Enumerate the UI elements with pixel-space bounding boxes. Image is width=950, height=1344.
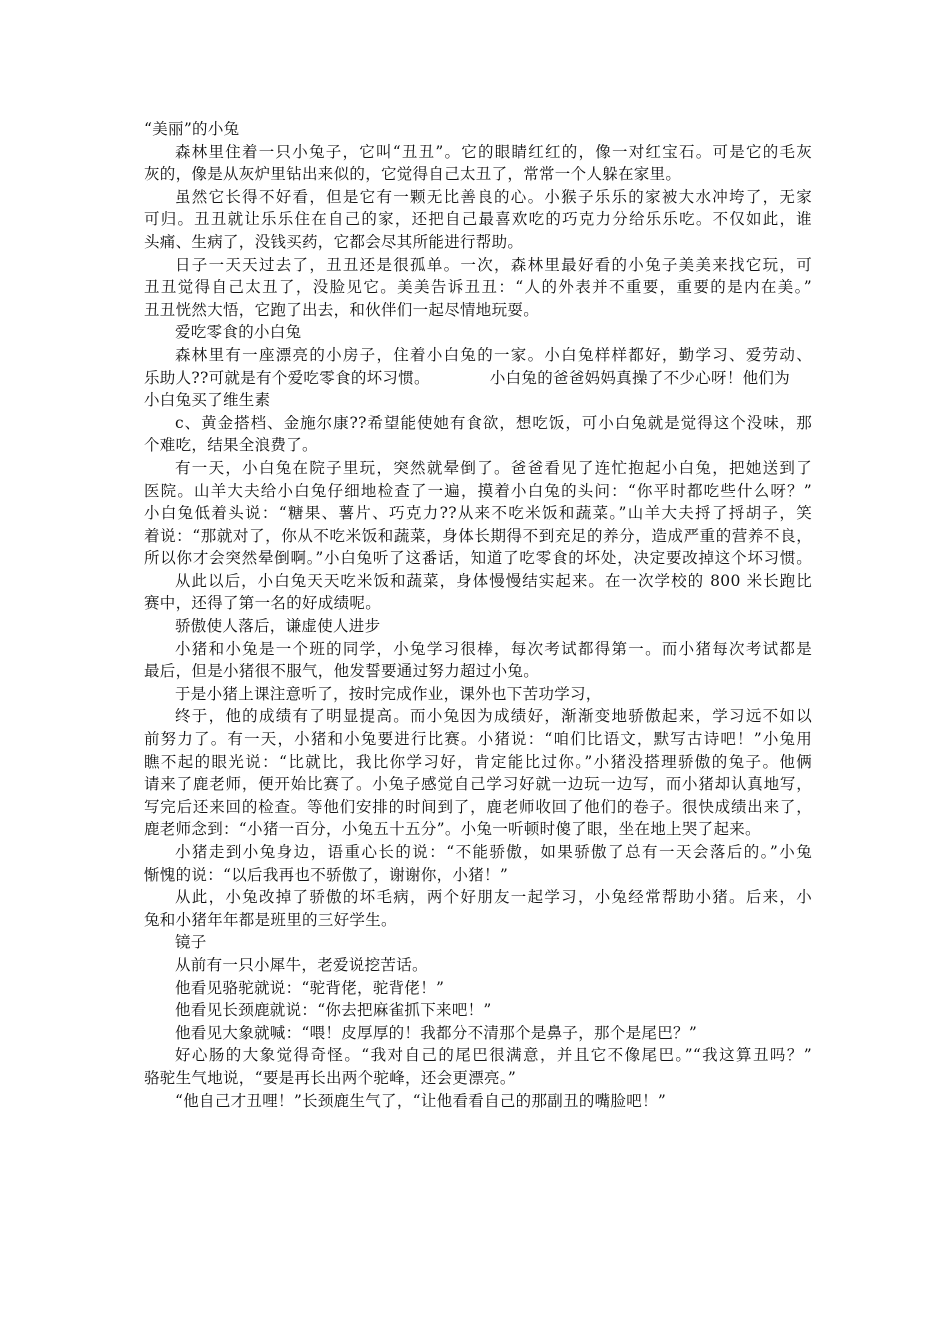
text-line: 赛中，还得了第一名的好成绩呢。 [144,594,382,613]
text-line: 个难吃，结果全浪费了。 [144,436,318,455]
text-line: c、黄金搭档、金施尔康??希望能使她有食欲，想吃饭，可小白兔就是觉得这个没味，那 [175,413,812,432]
text-line: 森林里住着一只小兔子，它叫“丑丑”。它的眼睛红红的，像一对红宝石。可是它的毛灰 [175,142,812,161]
text-line: 所以你才会突然晕倒啊。”小白兔听了这番话，知道了吃零食的坏处，决定要改掉这个坏习惯。 [144,549,812,568]
text-line: 骆驼生气地说，“要是再长出两个驼峰，还会更漂亮。” [144,1068,517,1087]
text-line: “他自己才丑哩！”长颈鹿生气了，“让他看看自己的那副丑的嘴脸吧！” [175,1091,667,1110]
text-line: 可归。丑丑就让乐乐住在自己的家，还把自己最喜欢吃的巧克力分给乐乐吃。不仅如此，谁 [144,210,812,229]
text-line: “美丽”的小兔 [144,120,240,138]
text-line: 着说：“那就对了，你从不吃米饭和蔬菜，身体长期得不到充足的养分，造成严重的营养不良， [144,526,812,545]
text-line [144,367,812,390]
text-line-segment: 乐助人??可就是有个爱吃零食的坏习惯。 [144,368,430,387]
text-line: 日子一天天过去了，丑丑还是很孤单。一次，森林里最好看的小兔子美美来找它玩，可 [175,255,812,274]
text-line: 写完后还来回的检查。等他们安排的时间到了，鹿老师收回了他们的卷子。很快成绩出来了， [144,797,812,816]
text-line: 小猪走到小兔身边，语重心长的说：“不能骄傲，如果骄傲了总有一天会落后的。”小兔 [175,843,812,861]
text-line: 他看见大象就喊：“喂！皮厚厚的！我都分不清那个是鼻子，那个是尾巴？” [175,1023,698,1042]
text-line: 好心肠的大象觉得奇怪。“我对自己的尾巴很满意，并且它不像尾巴。”“我这算丑吗？” [175,1046,812,1065]
text-line: 从前有一只小犀牛，老爱说挖苦话。 [175,955,428,974]
text-line: 从此，小兔改掉了骄傲的坏毛病，两个好朋友一起学习，小兔经常帮助小猪。后来，小 [175,888,812,907]
text-line: 爱吃零食的小白兔 [175,323,302,342]
text-line: 惭愧的说：“以后我再也不骄傲了，谢谢你，小猪！” [144,865,509,884]
text-line: 从此以后，小白兔天天吃米饭和蔬菜，身体慢慢结实起来。在一次学校的 800 米长跑比 [175,571,812,590]
text-line: 丑丑恍然大悟，它跑了出去，和伙伴们一起尽情地玩耍。 [144,300,540,319]
text-line: 请来了鹿老师，便开始比赛了。小兔子感觉自己学习好就一边玩一边写，而小猪却认真地写， [144,775,812,794]
text-line: 医院。山羊大夫给小白兔仔细地检查了一遍，摸着小白兔的头问：“你平时都吃些什么呀？” [144,481,812,500]
text-line: 前努力了。有一天，小猪和小兔要进行比赛。小猪说：“咱们比语文，默写古诗吧！”小兔用 [144,730,812,749]
text-line: 镜子 [175,933,207,952]
text-line: 终于，他的成绩有了明显提高。而小兔因为成绩好，渐渐变地骄傲起来，学习远不如以 [175,707,812,726]
text-line: 头痛、生病了，没钱买药，它都会尽其所能进行帮助。 [144,232,524,251]
text-line: 小猪和小兔是一个班的同学，小兔学习很棒，每次考试都得第一。而小猪每次考试都是 [175,639,812,658]
text-line: 灰的，像是从灰炉里钻出来似的，它觉得自己太丑了，常常一个人躲在家里。 [144,165,682,184]
text-line: 森林里有一座漂亮的小房子，住着小白兔的一家。小白兔样样都好，勤学习、爱劳动、 [175,345,812,364]
text-line: 小白兔买了维生素 [144,391,271,410]
text-line: 丑丑觉得自己太丑了，没脸见它。美美告诉丑丑：“人的外表并不重要，重要的是内在美。” [144,278,812,297]
text-line-segment: 小白兔的爸爸妈妈真操了不少心呀！他们为 [489,368,791,387]
text-line: 小白兔低着头说：“糖果、薯片、巧克力??从来不吃米饭和蔬菜。”山羊大夫捋了捋胡子，笑 [144,504,812,523]
text-line: 于是小猪上课注意听了，按时完成作业，课外也下苦功学习， [175,684,602,703]
document-body [144,118,812,1112]
text-line: 他看见长颈鹿就说：“你去把麻雀抓下来吧！” [175,1001,492,1020]
text-line: 骄傲使人落后，谦虚使人进步 [175,617,381,636]
text-line: 他看见骆驼就说：“驼背佬，驼背佬！” [175,978,445,997]
text-line: 虽然它长得不好看，但是它有一颗无比善良的心。小猴子乐乐的家被大水冲垮了，无家 [175,187,812,206]
text-line: 最后，但是小猪很不服气，他发誓要通过努力超过小兔。 [144,662,540,681]
text-line: 瞧不起的眼光说：“比就比，我比你学习好，肯定能比过你。”小猪没搭理骄傲的兔子。他俩 [144,752,812,771]
text-line: 鹿老师念到：“小猪一百分，小兔五十五分”。小兔一听顿时傻了眼，坐在地上哭了起来。 [144,820,761,839]
text-line: 有一天，小白兔在院子里玩，突然就晕倒了。爸爸看见了连忙抱起小白兔，把她送到了 [175,458,812,477]
text-line: 兔和小猪年年都是班里的三好学生。 [144,910,397,929]
